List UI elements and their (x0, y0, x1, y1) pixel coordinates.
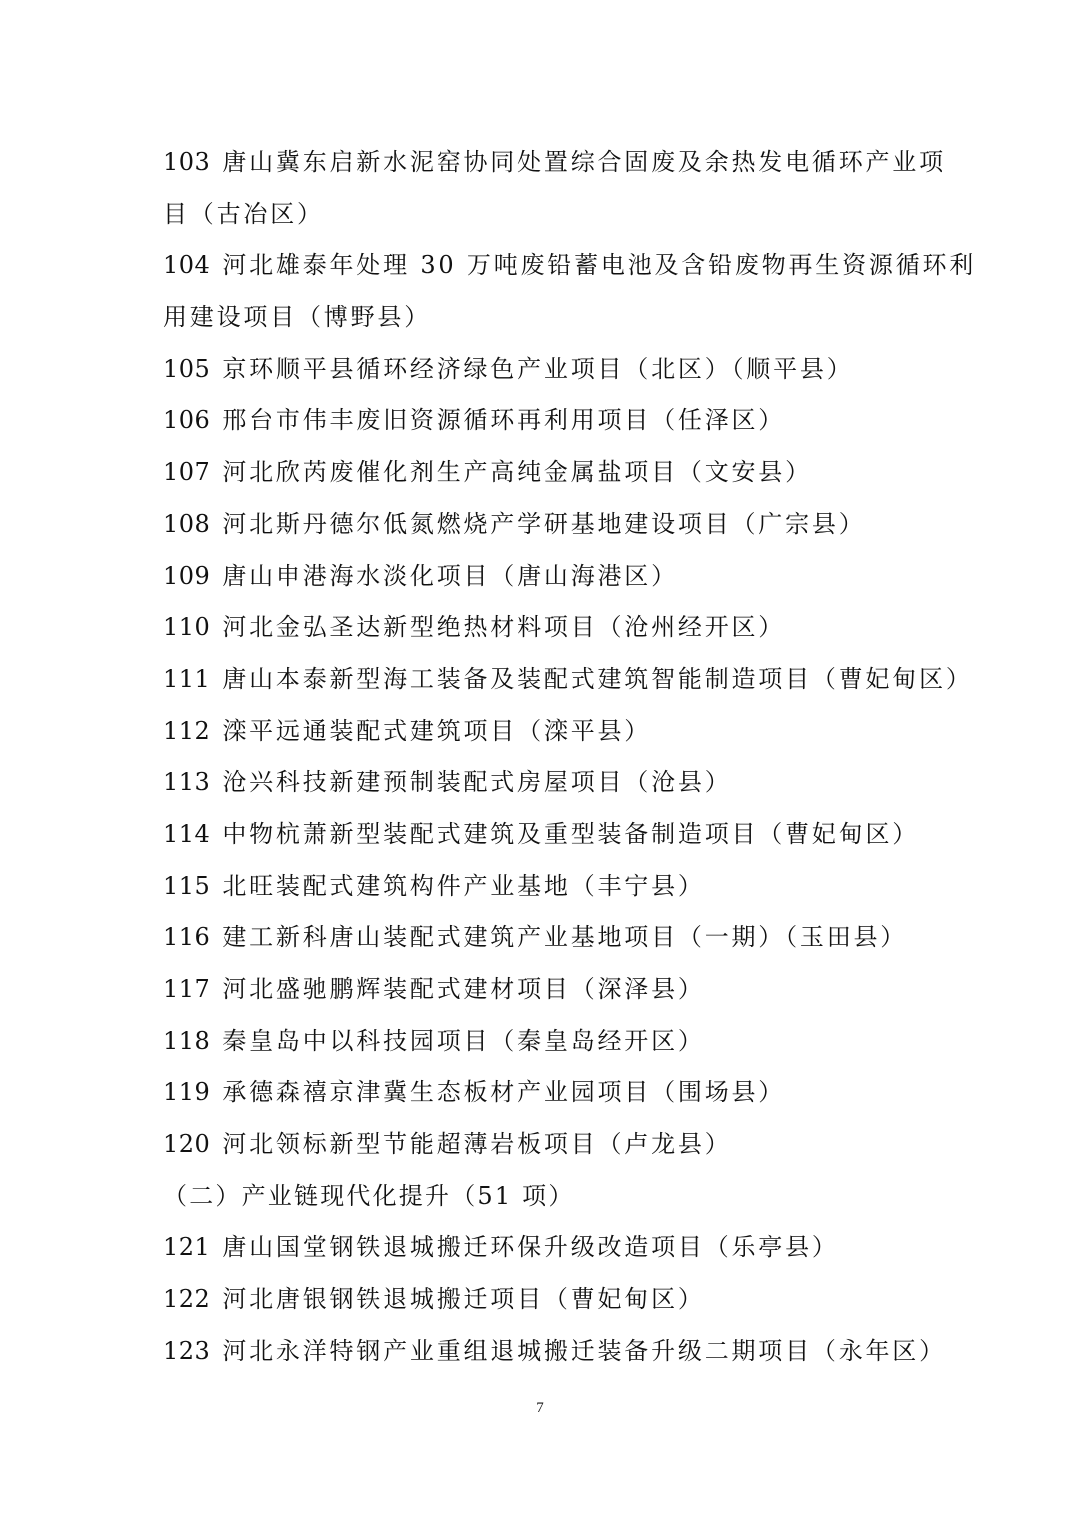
item-text: 河北领标新型节能超薄岩板项目（卢龙县） (222, 1130, 732, 1159)
project-list (163, 137, 977, 1378)
item-text: 用建设项目（博野县） (163, 303, 431, 332)
item-number: 115 (163, 871, 211, 900)
item-text: 唐山国堂钢铁退城搬迁环保升级改造项目（乐亭县） (222, 1233, 839, 1262)
list-item (163, 757, 923, 809)
item-number: 119 (163, 1078, 211, 1107)
item-text: 目（古冶区） (163, 199, 324, 228)
item-number: 122 (163, 1285, 211, 1314)
item-text: 邢台市伟丰废旧资源循环再利用项目（任泽区） (222, 406, 786, 435)
list-item-continuation (163, 189, 923, 241)
section-heading (163, 1171, 923, 1223)
list-item (163, 602, 923, 654)
list-item (163, 447, 923, 499)
item-number: 108 (163, 509, 211, 538)
list-item (163, 499, 923, 551)
list-item-continuation (163, 292, 923, 344)
list-item (163, 551, 923, 603)
item-text: 北旺装配式建筑构件产业基地（丰宁县） (222, 871, 705, 900)
list-item (163, 344, 923, 396)
item-number: 117 (163, 975, 211, 1003)
item-text: 河北唐银钢铁退城搬迁项目（曹妃甸区） (222, 1285, 705, 1314)
list-item (163, 809, 923, 861)
item-number: 123 (163, 1336, 211, 1365)
item-text: 沧兴科技新建预制装配式房屋项目（沧县） (222, 768, 732, 797)
item-text: 滦平远通装配式建筑项目（滦平县） (222, 716, 652, 745)
item-text: 建工新科唐山装配式建筑产业基地项目（一期）（玉田县） (222, 923, 908, 952)
item-text: 唐山本泰新型海工装备及装配式建筑智能制造项目（曹妃甸区） (222, 664, 973, 693)
list-item (163, 1119, 923, 1171)
item-text: 河北雄泰年处理 30 万吨废铅蓄电池及含铅废物再生资源循环利 (222, 251, 977, 280)
item-number: 120 (163, 1130, 211, 1159)
item-text: 秦皇岛中以科技园项目（秦皇岛经开区） (222, 1026, 705, 1055)
list-item (163, 964, 923, 1016)
item-text: 河北欣芮废催化剂生产高纯金属盐项目（文安县） (222, 458, 812, 487)
list-item (163, 861, 923, 913)
item-text: 河北斯丹德尔低氮燃烧产学研基地建设项目（广宗县） (222, 509, 866, 538)
item-number: 112 (163, 716, 211, 745)
item-number: 110 (163, 613, 211, 642)
list-item (163, 1274, 923, 1326)
item-number: 106 (163, 406, 211, 435)
item-number: 107 (163, 458, 211, 487)
item-text: 唐山冀东启新水泥窑协同处置综合固废及余热发电循环产业项 (222, 148, 946, 176)
item-text: 中物杭萧新型装配式建筑及重型装备制造项目（曹妃甸区） (222, 819, 920, 848)
item-number: 113 (163, 768, 211, 797)
item-number: 105 (163, 354, 211, 383)
item-number: 116 (163, 923, 211, 952)
list-item (163, 1326, 946, 1378)
item-text: 河北金弘圣达新型绝热材料项目（沧州经开区） (222, 613, 786, 642)
item-number: 103 (163, 148, 211, 176)
list-item (163, 395, 923, 447)
list-item (163, 1222, 923, 1274)
list-item (163, 654, 973, 706)
list-item (163, 1016, 923, 1068)
item-text: 河北永洋特钢产业重组退城搬迁装备升级二期项目（永年区） (222, 1336, 946, 1365)
item-text: 河北盛驰鹏辉装配式建材项目（深泽县） (222, 975, 705, 1003)
item-number: 111 (163, 664, 211, 693)
list-item (163, 240, 977, 292)
item-number: 104 (163, 251, 211, 280)
item-text: 唐山申港海水淡化项目（唐山海港区） (222, 561, 678, 590)
item-number: 121 (163, 1233, 211, 1262)
list-item (163, 137, 946, 189)
item-text: 承德森禧京津冀生态板材产业园项目（围场县） (222, 1078, 786, 1107)
page-number: 7 (536, 1400, 544, 1416)
list-item (163, 912, 923, 964)
item-number: 118 (163, 1026, 211, 1055)
list-item (163, 706, 923, 758)
item-text: 京环顺平县循环经济绿色产业项目（北区）（顺平县） (222, 354, 854, 383)
item-number: 114 (163, 819, 211, 848)
item-number: 109 (163, 561, 211, 590)
section-heading-text: （二）产业链现代化提升（51 项） (163, 1181, 575, 1210)
list-item (163, 1067, 923, 1119)
